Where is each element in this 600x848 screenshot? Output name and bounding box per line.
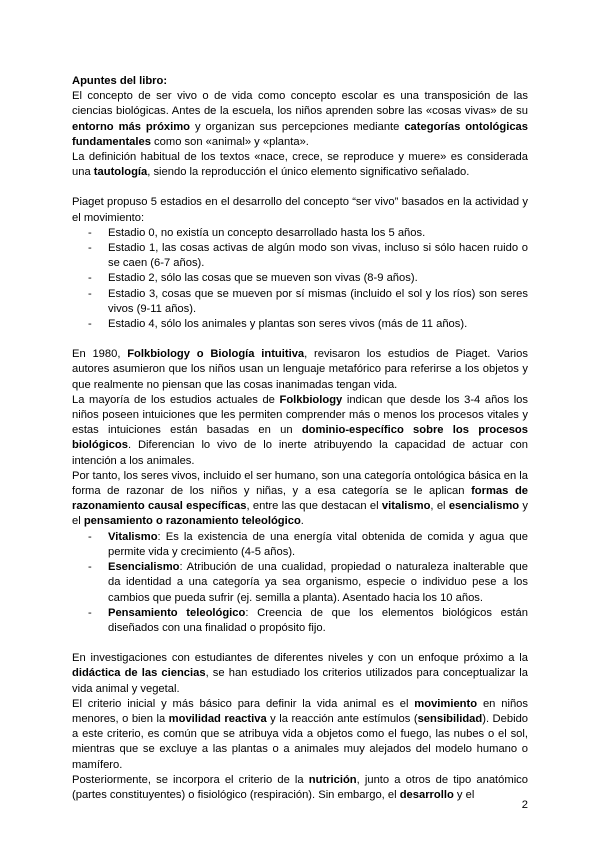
text-run: , entre las que destacan el xyxy=(246,500,382,513)
paragraph xyxy=(72,195,528,225)
bold-term: nutrición xyxy=(308,773,357,786)
text-run: , junto a otros de tipo anatómico (partes constituyentes) o fisiológico (respiración). Sin embargo, el xyxy=(72,773,528,801)
bold-term: formas de razonamiento causal específicas xyxy=(72,485,529,513)
paragraph xyxy=(72,469,528,530)
paragraph xyxy=(72,697,528,773)
bold-term: sensibilidad xyxy=(417,712,483,725)
paragraph xyxy=(72,651,528,697)
text-run: El criterio inicial y más básico para definir la vida animal es el xyxy=(72,697,415,710)
text-run: . Diferencian lo vivo de lo inerte atribuyendo la capacidad de actuar con intención a los animales. xyxy=(72,439,528,467)
paragraph xyxy=(72,393,528,469)
section-heading: Apuntes del libro: xyxy=(72,75,168,87)
list-item: - Estadio 2, sólo las cosas que se mueven son vivas (8-9 años). xyxy=(88,271,528,286)
bold-term: entorno más próximo xyxy=(72,120,191,133)
list-item: - Estadio 1, las cosas activas de algún modo son vivas, incluso si sólo hacen ruido o se caen (6-7 años). xyxy=(88,241,528,271)
text-run: , revisaron los estudios de Piaget. Varios autores asumieron que los niños usan un lenguaje metafórico para referirse a los objetos y que realmente no piensan que las cosas inanimadas tengan vida. xyxy=(72,348,528,391)
text-run: La mayoría de los estudios actuales de xyxy=(72,393,280,406)
bold-term: Folkbiology xyxy=(279,393,343,406)
text-run: y la reacción ante estímulos ( xyxy=(266,712,418,725)
bold-term: categorías ontológicas fundamentales xyxy=(72,120,528,148)
bold-term: dominio-específico sobre los procesos biológicos xyxy=(72,424,528,452)
list-item: - Estadio 4, sólo los animales y plantas son seres vivos (más de 11 años). xyxy=(88,317,528,332)
bold-term: Esencialismo xyxy=(108,561,180,574)
list-item: - Estadio 3, cosas que se mueven por sí mismas (incluido el sol y los ríos) son seres vivos (9-11 años). xyxy=(88,287,528,317)
list-item xyxy=(88,530,528,560)
list-item xyxy=(88,560,528,606)
text-run: En 1980, xyxy=(72,348,128,361)
text-run: Posteriormente, se incorpora el criterio de la xyxy=(72,773,309,786)
text-run: , se han estudiado los criterios utilizados para conceptualizar la vida animal y vegetal. xyxy=(72,667,528,695)
bold-term: Vitalismo xyxy=(108,530,158,543)
list-item: - Estadio 0, no existía un concepto desarrollado hasta los 5 años. xyxy=(88,226,528,241)
text-run: en niños menores, o bien la xyxy=(72,697,528,725)
text-run: : Es la existencia de una energía vital obtenida de comida y agua que permite vida y crecimiento (4-5 años). xyxy=(108,530,528,558)
text-run: y organizan sus percepciones mediante xyxy=(190,120,405,133)
text-run: : Atribución de una cualidad, propiedad o naturaleza inalterable que da identidad a una categoría ya sea organismo, especie o individuo pese a los cambios que pueda sufrir (ej. semilla a planta). Asentado hacia los 10 años. xyxy=(108,561,528,604)
paragraph xyxy=(72,773,528,803)
text-run: , el xyxy=(430,500,449,513)
bold-term: esencialismo xyxy=(448,500,520,513)
reasoning-forms-list xyxy=(72,530,528,636)
bold-term: pensamiento o razonamiento teleológico xyxy=(83,515,301,528)
bold-term: vitalismo xyxy=(381,500,431,513)
bold-term: movimiento xyxy=(414,697,478,710)
text-run: La definición habitual de los textos «nace, crece, se reproduce y muere» es considerada una xyxy=(72,151,528,179)
text-run: : Creencia de que los elementos biológicos están diseñados con una finalidad o propósito fijo. xyxy=(108,606,528,634)
text-run: y el xyxy=(453,788,475,801)
paragraph xyxy=(72,150,528,180)
text-run: como son «animal» y «planta». xyxy=(150,135,309,148)
text-run: indican que desde los 3-4 años los niños poseen intuiciones que les permiten comprender más o menos los procesos vitales y estas intuiciones están basadas en un xyxy=(72,393,528,437)
bold-term: didáctica de las ciencias xyxy=(72,667,206,680)
piaget-stages-list xyxy=(72,226,528,332)
bold-term: Pensamiento teleológico xyxy=(108,606,246,619)
list-item xyxy=(88,606,528,636)
page-number: 2 xyxy=(521,799,528,811)
text-run: Por tanto, los seres vivos, incluido el ser humano, son una categoría ontológica básica en la forma de razonar de los niños y niñas, y a esa categoría se le aplican xyxy=(72,469,528,498)
paragraph xyxy=(72,89,528,150)
text-run: ). Debido a este criterio, es común que se atribuya vida a objetos como el fuego, las nubes o el sol, mientras que se excluye a las plantas o a animales muy alejados del modelo humano o mamífero. xyxy=(72,712,529,771)
text-run: El concepto de ser vivo o de vida como concepto escolar es una transposición de las ciencias biológicas. Antes de la escuela, los niños aprenden sobre las «cosas vivas» de su xyxy=(72,90,528,118)
text-run: En investigaciones con estudiantes de diferentes niveles y con un enfoque próximo a la xyxy=(72,652,528,665)
text-run: y el xyxy=(72,500,528,528)
bold-term: tautología xyxy=(93,166,148,179)
bold-term: desarrollo xyxy=(399,788,454,801)
text-run: . xyxy=(300,515,304,528)
bold-term: movilidad reactiva xyxy=(168,712,267,725)
paragraph xyxy=(72,347,528,393)
text-run: Piaget propuso 5 estadios en el desarrollo del concepto “ser vivo” basados en la actividad y el movimiento: xyxy=(72,196,528,224)
text-run: , siendo la reproducción el único elemento significativo señalado. xyxy=(147,166,470,179)
bold-term: Folkbiology o Biología intuitiva xyxy=(127,348,305,361)
